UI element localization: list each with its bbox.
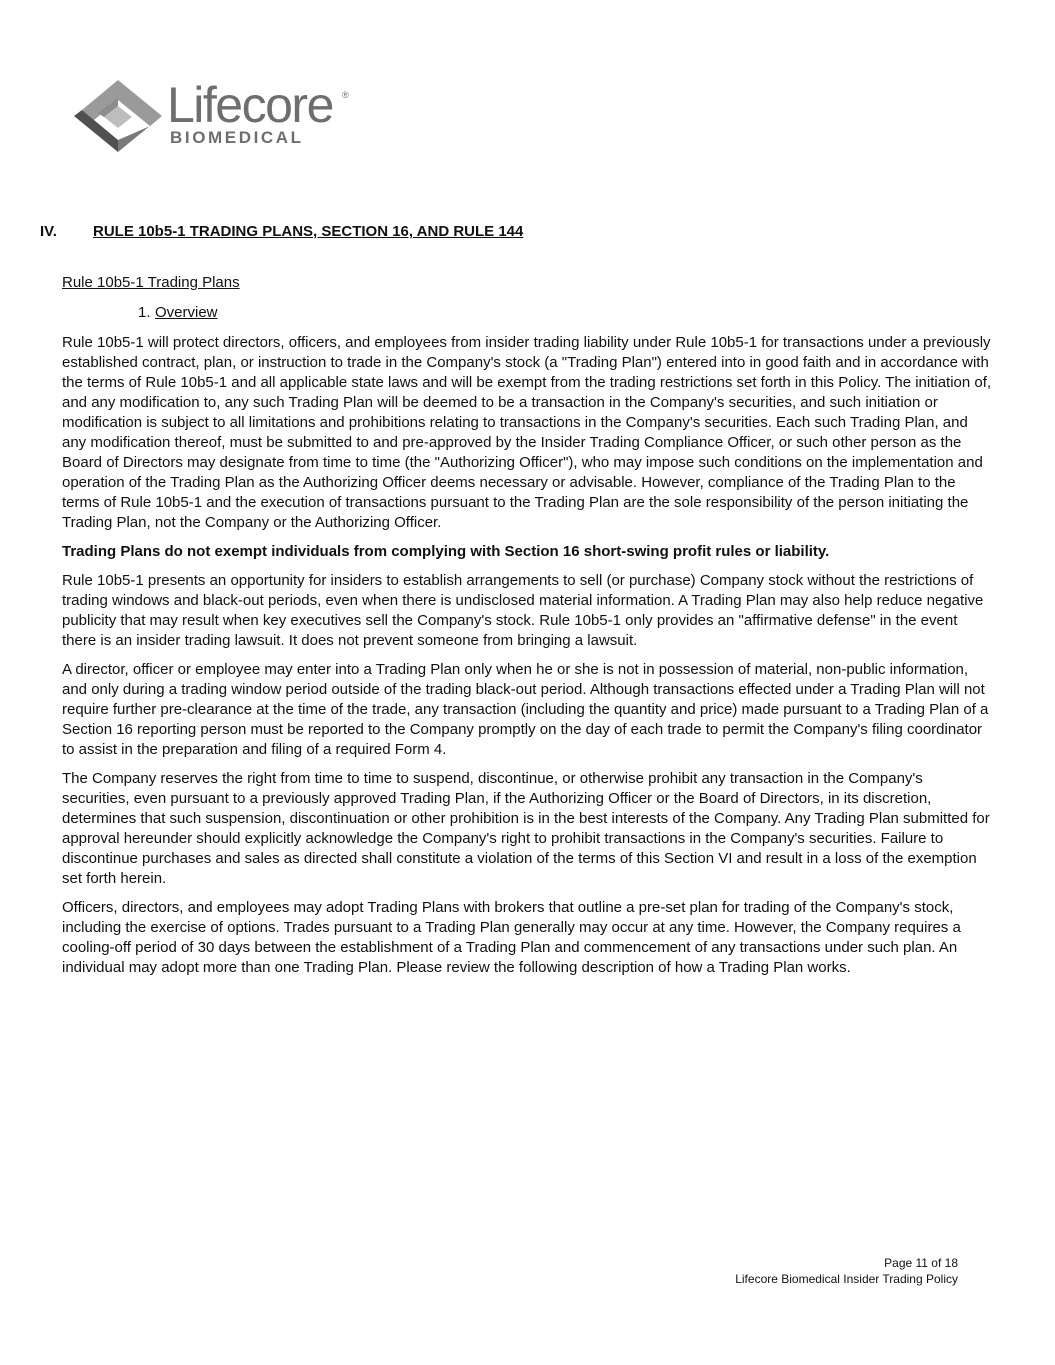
paragraph-rule-10b5-1: Rule 10b5-1 will protect directors, officers, and employees from insider trading liability under Rule 10b5-1 for transactions under a previously established contract, plan, or instruction to trade in the Company's stock (a "Trading Plan") entered into in good faith and in accordance with the terms of Rule 10b5-1 and all applicable state laws and will be exempt from the trading restrictions set forth in this Policy. The initiation of, and any modification to, any such Trading Plan will be deemed to be a transaction in the Company's securities, and such initiation or modification is subject to all limitations and prohibitions relating to transactions in the Company's securities. Each such Trading Plan, and any modification thereof, must be submitted to and pre-approved by the Insider Trading Compliance Officer, or such other person as the Board of Directors may designate from time to time (the "Authorizing Officer"), who may impose such conditions on the implementation and operation of the Trading Plan as the Authorizing Officer deems necessary or advisable. However, compliance of the Trading Plan to the terms of Rule 10b5-1 and the execution of transactions pursuant to the Trading Plan are the sole responsibility of the person initiating the Trading Plan, not the Company or the Authorizing Officer.	[62, 334, 992, 531]
paragraph-opportunity: Rule 10b5-1 presents an opportunity for insiders to establish arrangements to sell (or purchase) Company stock without the restrictions of trading windows and black-out periods, even when there is undisclosed material information. A Trading Plan may also help reduce negative publicity that may result when key executives sell the Company's stock. Rule 10b5-1 only provides an "affirmative defense" in the event there is an insider trading lawsuit. It does not prevent someone from bringing a lawsuit.	[62, 572, 984, 649]
section-title: RULE 10b5-1 TRADING PLANS, SECTION 16, AND RULE 144	[93, 223, 524, 240]
logo-wordmark: Lifecore	[167, 77, 333, 133]
page-footer	[735, 1255, 958, 1287]
paragraph-eligibility: A director, officer or employee may enter into a Trading Plan only when he or she is not in possession of material, non-public information, and only during a trading window period outside of the trading black-out period. Although transactions effected under a Trading Plan will not require further pre-clearance at the time of the trade, any transaction (including the quantity and price) made pursuant to a Trading Plan of a Section 16 reporting person must be reported to the Company promptly on the day of each trade to permit the Company's filing coordinator to assist in the preparation and filing of a required Form 4.	[62, 661, 989, 758]
company-logo	[74, 76, 364, 156]
list-item-label: Overview	[155, 304, 218, 321]
subheading: Rule 10b5-1 Trading Plans	[62, 274, 240, 291]
page-number: Page 11 of 18	[884, 1256, 958, 1270]
document-body	[62, 333, 992, 987]
section-number: IV.	[40, 223, 57, 240]
lifecore-diamond-icon	[74, 80, 162, 152]
paragraph-company-rights: The Company reserves the right from time to time to suspend, discontinue, or otherwise prohibit any transaction in the Company's securities, even pursuant to a previously approved Trading Plan, if the Authorizing Officer or the Board of Directors, in its discretion, determines that such suspension, discontinuation or other prohibition is in the best interests of the Company. Any Trading Plan submitted for approval hereunder should explicitly acknowledge the Company's right to prohibit transactions in the Company's securities. Failure to discontinue purchases and sales as directed shall constitute a violation of the terms of this Section VI and result in a loss of the exemption set forth herein.	[62, 770, 990, 887]
logo-subtitle: BIOMEDICAL	[170, 128, 304, 147]
paragraph-bold-notice: Trading Plans do not exempt individuals from complying with Section 16 short-swing profit rules or liability.	[62, 543, 830, 560]
paragraph-adoption: Officers, directors, and employees may adopt Trading Plans with brokers that outline a pre-set plan for trading of the Company's stock, including the exercise of options. Trades pursuant to a Trading Plan generally may occur at any time. However, the Company requires a cooling-off period of 30 days between the establishment of a Trading Plan and commencement of any transactions under such plan. An individual may adopt more than one Trading Plan. Please review the following description of how a Trading Plan works.	[62, 899, 961, 976]
list-item-number: 1.	[138, 304, 151, 321]
list-item-overview	[138, 304, 218, 321]
footer-doc-title: Lifecore Biomedical Insider Trading Policy	[735, 1272, 958, 1286]
section-heading	[40, 223, 523, 240]
logo-registered-mark: ®	[342, 90, 349, 100]
